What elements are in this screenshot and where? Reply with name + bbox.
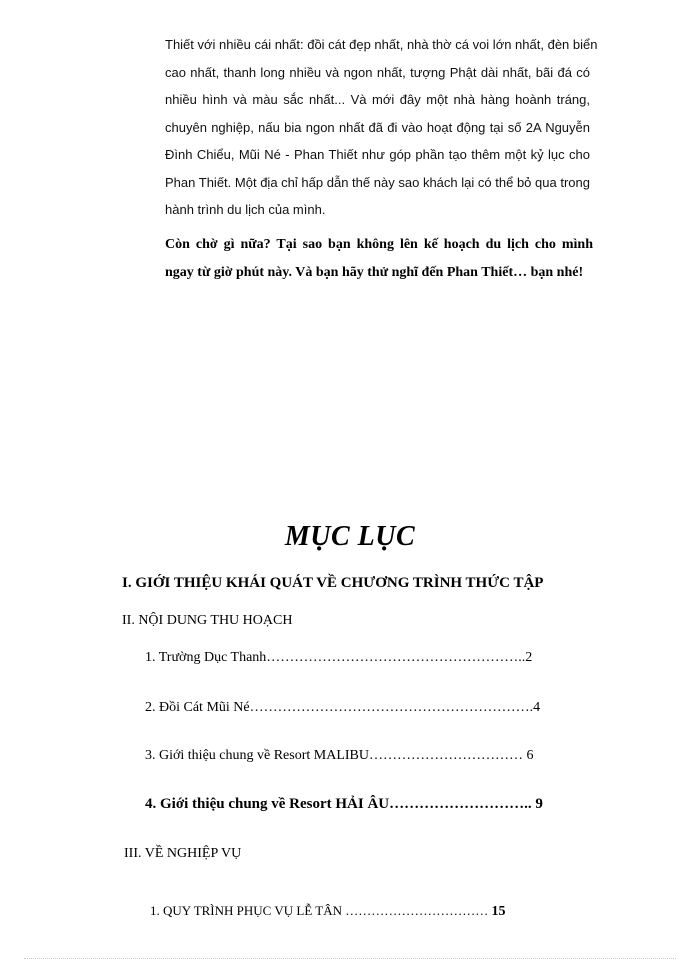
intro-line: hành trình du lịch của mình. xyxy=(165,202,326,217)
intro-line: chuyên nghiệp, nấu bia ngon nhất đã đi vào hoạt động tại số 2A Nguyễn xyxy=(165,119,590,135)
toc-item-2: 2. Đồi Cát Mũi Né…………………………………………………….4 xyxy=(145,700,541,715)
intro-line: Thiết với nhiều cái nhất: đồi cát đẹp nhất, nhà thờ cá voi lớn nhất, đèn biển xyxy=(165,37,598,52)
toc-title: MỤC LỤC xyxy=(284,521,416,552)
toc-item-3: 3. Giới thiệu chung về Resort MALIBU…………………………… 6 xyxy=(145,748,534,763)
intro-line: nhiều hình và màu sắc nhất... Và mới đây một nhà hàng hoành tráng, xyxy=(165,92,590,107)
closing-line: Còn chờ gì nữa? Tại sao bạn không lên kế hoạch du lịch cho mình xyxy=(165,237,593,252)
toc-item-1: 1. Trường Dục Thanh………………………………………………..2 xyxy=(145,650,533,665)
toc-section-1: I. GIỚI THIỆU KHÁI QUÁT VỀ CHƯƠNG TRÌNH THỨC TẬP xyxy=(122,575,544,591)
intro-line: Đình Chiểu, Mũi Né - Phan Thiết như góp phần tạo thêm một kỷ lục cho xyxy=(165,147,590,162)
closing-line: ngay từ giờ phút này. Và bạn hãy thử nghĩ đến Phan Thiết… bạn nhé! xyxy=(165,265,584,280)
closing-paragraph xyxy=(165,231,593,287)
toc-sub-item-page: 15 xyxy=(491,904,506,919)
intro-line: Phan Thiết. Một địa chỉ hấp dẫn thế này sao khách lại có thể bỏ qua trong xyxy=(165,174,590,190)
intro-line: cao nhất, thanh long nhiều và ngon nhất, tượng Phật dài nhất, bãi đá có xyxy=(165,64,590,80)
toc-sub-item-1 xyxy=(150,903,506,920)
page-bottom-rule xyxy=(24,958,676,959)
toc-item-4: 4. Giới thiệu chung về Resort HẢI ÂU……………………….. 9 xyxy=(145,796,543,812)
toc-sub-item-text: 1. QUY TRÌNH PHỤC VỤ LỄ TÂN …………………………… xyxy=(150,903,492,918)
toc-section-2: II. NỘI DUNG THU HOẠCH xyxy=(122,613,293,628)
intro-paragraph xyxy=(165,31,598,224)
toc-section-3: III. VỀ NGHIỆP VỤ xyxy=(124,846,242,861)
